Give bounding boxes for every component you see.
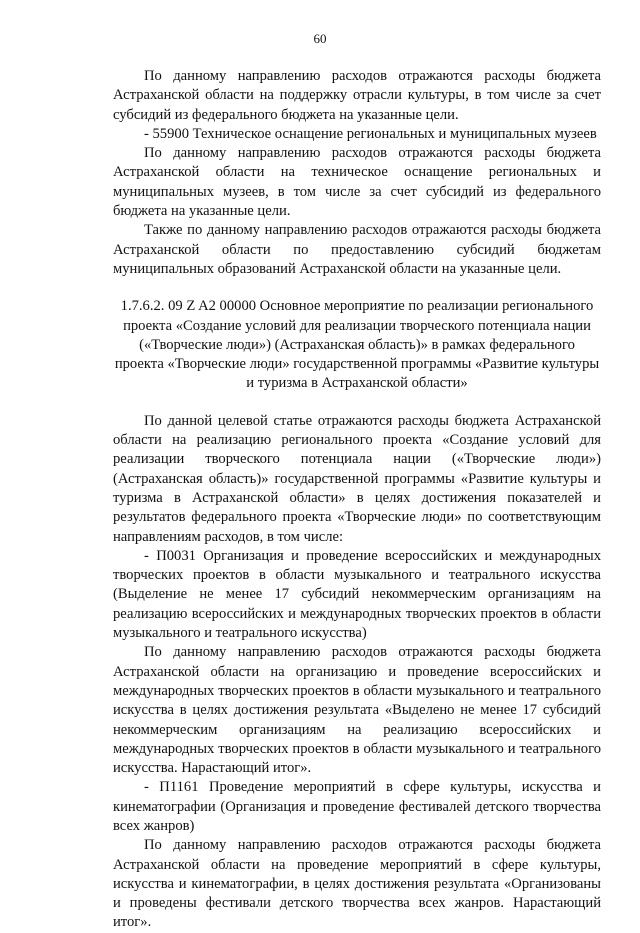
list-item: - 55900 Техническое оснащение региональных и муниципальных музеев: [144, 125, 597, 142]
list-item: - П0031 Организация и проведение всероссийских и международных творческих проектов в области музыкального и театрального искусства (Выделение не менее 17 субсидий некоммерческим организациям на реализацию всероссийских и международных творческих проектов в области музыкального и театрального искусства): [113, 547, 601, 642]
section-heading: 1.7.6.2. 09 Z A2 00000 Основное мероприятие по реализации регионального проекта «Создание условий для реализации творческого потенциала нации («Творческие люди») (Астраханская область)» в рамках федерального проекта «Творческие люди» государственной программы «Развитие культуры и туризма в Астраханской области»: [114, 298, 600, 392]
paragraph: По данному направлению расходов отражаются расходы бюджета Астраханской области на организацию и проведение всероссийских и международных творческих проектов в области музыкального и театрального искусства в целях достижения результата «Выделено не менее 17 субсидий некоммерческим организациям на реализацию всероссийских и международных творческих проектов в области музыкального и театрального искусства. Нарастающий итог».: [113, 644, 601, 777]
page-content: [113, 67, 601, 933]
paragraph: По данному направлению расходов отражаются расходы бюджета Астраханской области на техническое оснащение региональных и муниципальных музеев, в том числе за счет субсидий из федерального бюджета на указанные цели.: [113, 145, 601, 220]
paragraph: Также по данному направлению расходов отражаются расходы бюджета Астраханской области по предоставлению субсидий бюджетам муниципальных образований Астраханской области на указанные цели.: [113, 222, 601, 277]
paragraph: По данному направлению расходов отражаются расходы бюджета Астраханской области на поддержку отрасли культуры, в том числе за счет субсидий из федерального бюджета на указанные цели.: [113, 68, 601, 123]
list-item: - П1161 Проведение мероприятий в сфере культуры, искусства и кинематографии (Организация и проведение фестивалей детского творчества всех жанров): [113, 779, 601, 834]
paragraph: По данной целевой статье отражаются расходы бюджета Астраханской области на реализацию регионального проекта «Создание условий для реализации творческого потенциала нации («Творческие люди») (Астраханская область)» государственной программы «Развитие культуры и туризма в Астраханской области» в целях достижения показателей и результатов федерального проекта «Творческие люди» по соответствующим направлениям расходов, в том числе:: [113, 412, 601, 545]
page-number: 60: [313, 31, 327, 46]
paragraph: По данному направлению расходов отражаются расходы бюджета Астраханской области на проведение мероприятий в сфере культуры, искусства и кинематографии, в целях достижения результата «Организованы и проведены фестивали детского творчества всех жанров. Нарастающий итог».: [113, 837, 601, 931]
